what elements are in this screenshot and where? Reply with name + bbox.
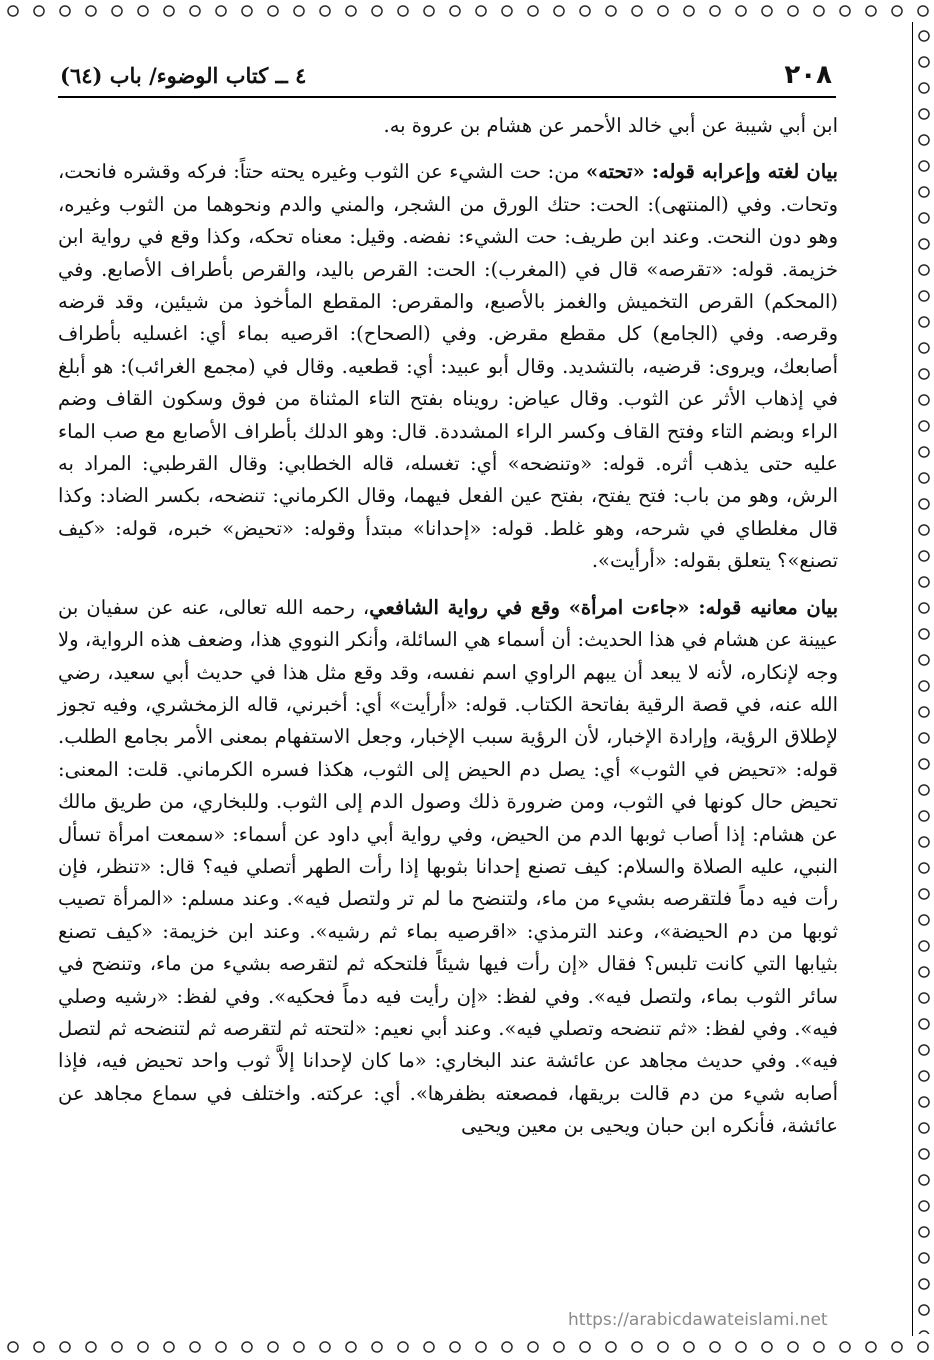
running-title: ٤ ــ كتاب الوضوء/ باب (٦٤) — [60, 62, 307, 88]
frame-line — [912, 22, 913, 1336]
page-body — [58, 110, 838, 1143]
header-rule — [58, 96, 836, 98]
paragraph-2 — [58, 156, 838, 577]
page-number: ٢٠٨ — [784, 60, 832, 90]
watermark-url: https://arabicdawateislami.net — [568, 1310, 848, 1334]
ornamental-border-top — [4, 2, 930, 20]
page-header — [60, 58, 832, 92]
ornamental-border-right — [916, 24, 932, 1334]
paragraph-2-heading: بيان لغته وإعرابه قوله: «تحته» — [586, 160, 838, 184]
paragraph-3 — [58, 592, 838, 1143]
paragraph-1: ابن أبي شيبة عن أبي خالد الأحمر عن هشام بن عروة به. — [383, 114, 838, 137]
paragraph-3-text: ، رحمه الله تعالى، عنه عن سفيان بن عيينة عن هشام في هذا الحديث: أن أسماء هي السائلة، وأنكر النووي هذا، وضعف هذه الرواية، ولا وجه لإنكاره، لأنه لا يبعد أن يبهم الراوي اسم نفسه، وقد وقع مثل هذا في حديث أبي سعيد، رضي الله عنه، في قصة الرقية بفاتحة الكتاب. قوله: «أرأيت» أي: أخبرني، قاله الزمخشري، وفيه تجوز لإطلاق الرؤية، وإرادة الإخبار، لأن الرؤية سبب الإخبار، وجعل الاستفهام بمعنى الأمر بجامع الطلب. قوله: «تحيض في الثوب» أي: يصل دم الحيض إلى الثوب، هكذا فسره الكرماني. قلت: المعنى: تحيض حال كونها في الثوب، ومن ضرورة ذلك وصول الدم إلى الثوب. وللبخاري، من طريق مالك عن هشام: إذا أصاب ثوبها الدم من الحيض، وفي رواية أبي داود عن أسماء: «سمعت امرأة تسأل النبي، عليه الصلاة والسلام: كيف تصنع إحدانا بثوبها إذا رأت الطهر أتصلي فيه؟ قال: «تنظر، فإن رأت فيه دماً فلتقرصه بشيء من ماء، ولتنضح ما لم تر ولتصل فيه». وعند مسلم: «المرأة تصيب ثوبها من دم الحيضة»، وعند الترمذي: «اقرصيه بماء ثم رشيه». وعند ابن خزيمة: «كيف تصنع بثيابها التي كانت تلبس؟ فقال «إن رأت فيها شيئاً فلتحكه ثم لتقرصه بشيء من ماء، وتنضح في سائر الثوب بماء، ولتصل فيه». وفي لفظ: «إن رأيت فيه دماً فحكيه». وفي لفظ: «رشيه وصلي فيه». وفي لفظ: «ثم تنضحه وتصلي فيه». وعند أبي نعيم: «لتحته ثم لتقرصه ثم لتنضحه ثم لتصل فيه». وفي حديث مجاهد عن عائشة عند البخاري: «ما كان لإحدانا إلاَّ ثوب واحد تحيض فيه، فإذا أصابه شيء من دم قالت بريقها، فمصعته بظفرها». أي: عركته. واختلف في سماع مجاهد عن عائشة، فأنكره ابن حبان ويحيى بن معين ويحيى — [58, 595, 838, 1138]
paragraph-2-text: من: حت الشيء عن الثوب وغيره يحته حتاً: فركه وقشره فانحت، وتحات. وفي (المنتهى): الحت: حتك الورق من الشجر، والمني والدم ونحوهما من الثوب وغيره، وهو دون النحت. وعند ابن طريف: حت الشيء: نفضه. وقيل: معناه تحكه، وكذا وقع في رواية ابن خزيمة. قوله: «تقرصه» قال في (المغرب): الحت: القرص باليد، والقرص بأطراف الأصابع. وفي (المحكم) القرص التخميش والغمز بالأصبع، والمقرص: المقطع المأخوذ من شيئين، وقد قرضه وقرصه. وفي (الجامع) كل مقطع مقرض. وفي (الصحاح): اقرصيه بماء أي: اغسليه بأطراف أصابعك، ويروى: قرضيه، بالتشديد. وقال أبو عبيد: أي: قطعيه. وقال في (مجمع الغرائب): هو أبلغ في إذهاب الأثر عن الثوب. وقال عياض: رويناه بفتح التاء المثناة من فوق وسكون القاف وضم الراء وبضم التاء وفتح القاف وكسر الراء المشددة. قال: وهو الدلك بأطراف الأصابع مع صب الماء عليه حتى يذهب أثره. قوله: «وتنضحه» أي: تغسله، قاله الخطابي: وقال القرطبي: المراد به الرش، وهو من باب: فتح يفتح، بفتح عين الفعل فيهما، وقال الكرماني: تنضحه، بكسر الضاد: وكذا قال مغلطاي في شرحه، وهو غلط. قوله: «إحدانا» مبتدأ وقوله: «تحيض» خبره، قوله: «كيف تصنع»؟ يتعلق بقوله: «أرأيت». — [58, 160, 838, 573]
paragraph-3-heading: بيان معانيه قوله: «جاءت امرأة» وقع في رواية الشافعي — [369, 595, 838, 619]
ornamental-border-bottom — [4, 1338, 930, 1356]
